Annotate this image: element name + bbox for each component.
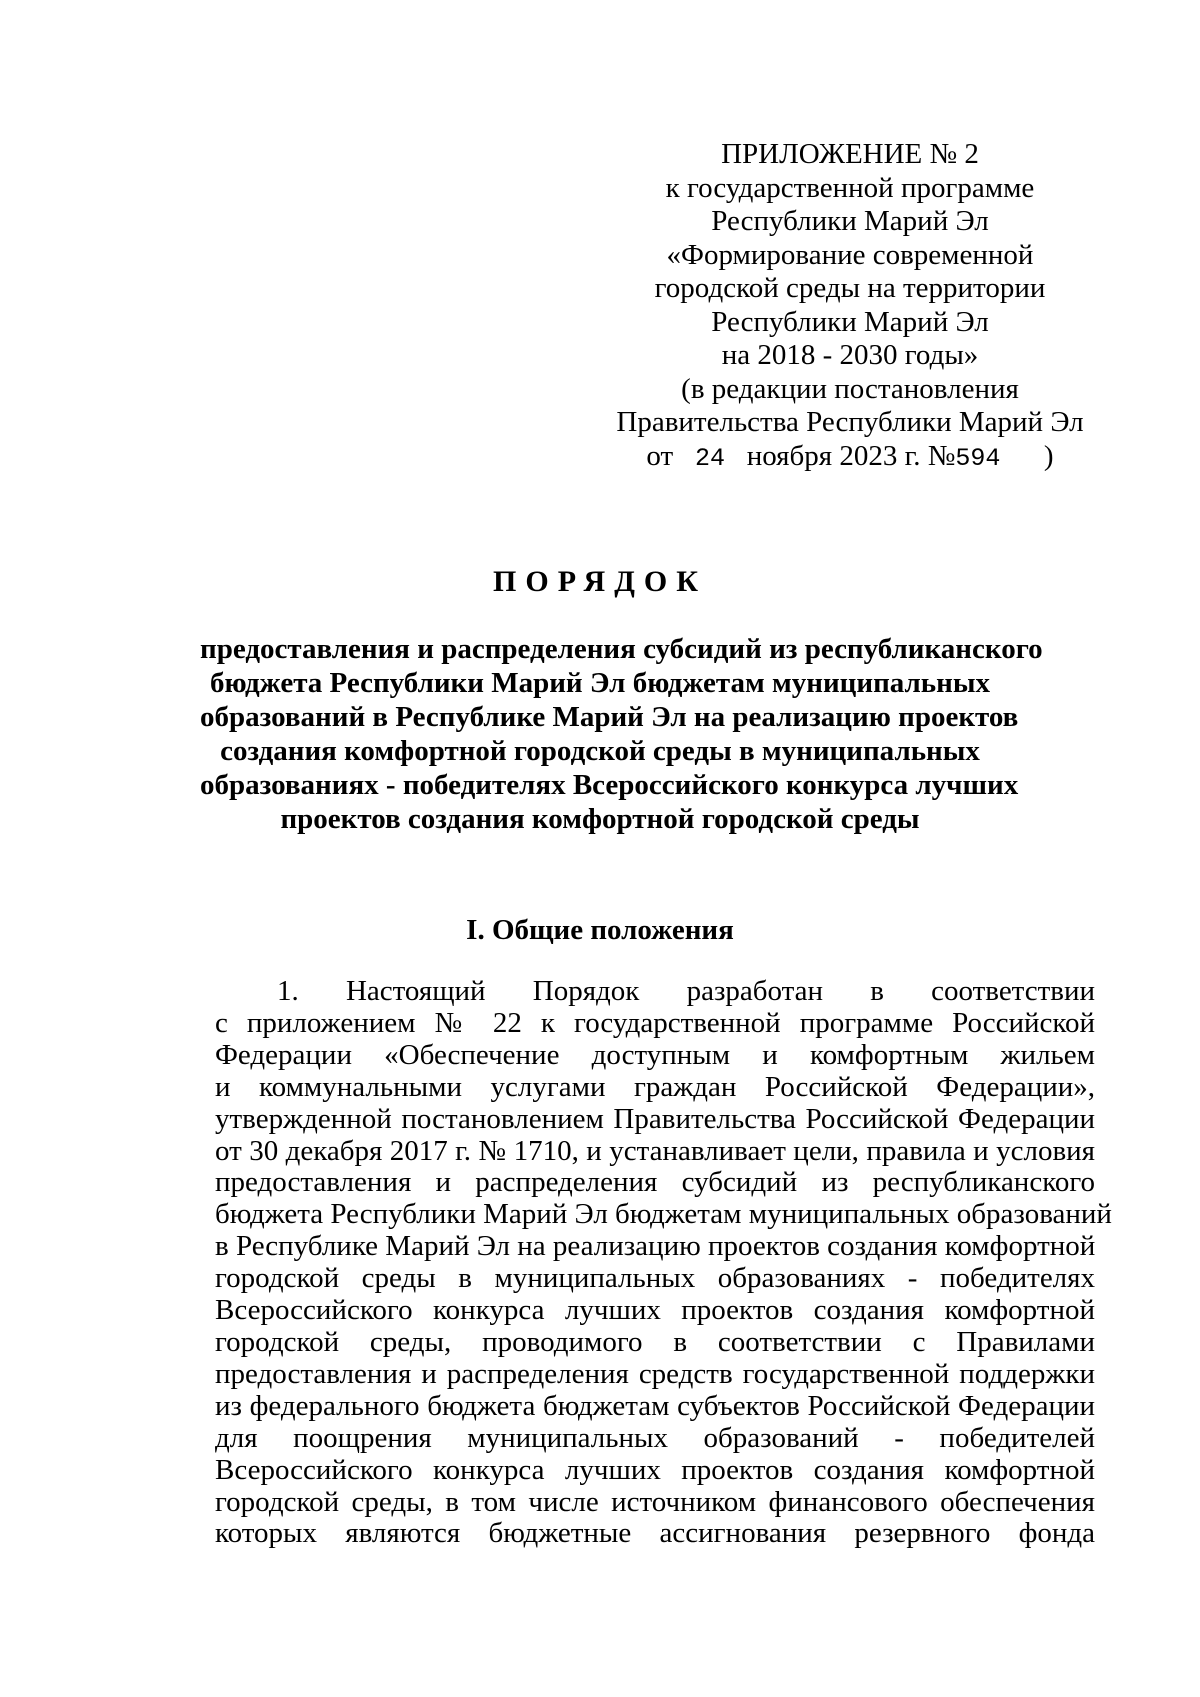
subtitle-line: создания комфортной городской среды в муниципальных [220, 735, 980, 767]
body-paragraph [215, 975, 1112, 1550]
edition-prefix: от [646, 439, 674, 472]
paragraph-line: утвержденной постановлением Правительства Российской Федерации [215, 1102, 1095, 1135]
paragraph-line: городской среды, в том числе источником финансового обеспечения [215, 1485, 1095, 1518]
subtitle-line: образованиях - победителях Всероссийского конкурса лучших [200, 769, 1019, 801]
document-subtitle [200, 632, 1043, 836]
appendix-line: (в редакции постановления [681, 372, 1019, 405]
paragraph-line: из федерального бюджета бюджетам субъектов Российской Федерации [215, 1389, 1095, 1422]
paragraph-line: с приложением № 22 к государственной программе Российской [215, 1006, 1095, 1039]
appendix-line: «Формирование современной [666, 238, 1034, 271]
subtitle-line: предоставления и распределения субсидий из республиканского [200, 633, 1043, 665]
paragraph-line: городской среды в муниципальных образованиях - победителях [215, 1262, 1095, 1295]
appendix-line: Республики Марий Эл [711, 205, 989, 237]
subtitle-line: образований в Республике Марий Эл на реализацию проектов [200, 701, 1019, 733]
document-title: ПОРЯДОК [493, 565, 707, 598]
paragraph-line: 1. Настоящий Порядок разработан в соответствии [277, 975, 1095, 1007]
paragraph-line: для поощрения муниципальных образований - победителей [215, 1421, 1095, 1454]
edition-line [580, 440, 1120, 476]
appendix-line: на 2018 - 2030 годы» [721, 339, 979, 371]
section-heading: I. Общие положения [466, 914, 734, 946]
subtitle-line: бюджета Республики Марий Эл бюджетам муниципальных [210, 667, 990, 699]
paragraph-line: в Республике Марий Эл на реализацию проектов создания комфортной [215, 1230, 1096, 1263]
appendix-line: ПРИЛОЖЕНИЕ № 2 [721, 138, 979, 170]
appendix-header [580, 138, 1120, 475]
paragraph-line: городской среды, проводимого в соответствии с Правилами [215, 1325, 1095, 1358]
appendix-line: Правительства Республики Марий Эл [616, 406, 1084, 438]
paragraph-line: предоставления и распределения субсидий из республиканского [215, 1166, 1095, 1199]
paragraph-line: Федерации «Обеспечение доступным и комфортным жильем [215, 1038, 1095, 1071]
edition-day: 24 [694, 443, 725, 473]
paragraph-line: Всероссийского конкурса лучших проектов создания комфортной [215, 1453, 1095, 1486]
paragraph-line: от 30 декабря 2017 г. № 1710, и устанавливает цели, правила и условия [215, 1134, 1095, 1167]
paragraph-line: бюджета Республики Марий Эл бюджетам муниципальных образований [215, 1198, 1112, 1231]
paragraph-line: и коммунальными услугами граждан Российской Федерации», [215, 1070, 1095, 1103]
appendix-line: к государственной программе [665, 171, 1035, 204]
paragraph-line: которых являются бюджетные ассигнования резервного фонда [215, 1517, 1095, 1550]
edition-close: ) [1043, 439, 1054, 472]
paragraph-line: Всероссийского конкурса лучших проектов создания комфортной [215, 1294, 1095, 1327]
appendix-line: Республики Марий Эл [711, 305, 989, 338]
subtitle-line: проектов создания комфортной городской среды [280, 803, 920, 835]
edition-number: 594 [955, 443, 1001, 473]
appendix-line: городской среды на территории [654, 272, 1046, 304]
edition-month-year: ноября 2023 г. № [746, 439, 956, 472]
paragraph-line: предоставления и распределения средств государственной поддержки [215, 1357, 1095, 1390]
